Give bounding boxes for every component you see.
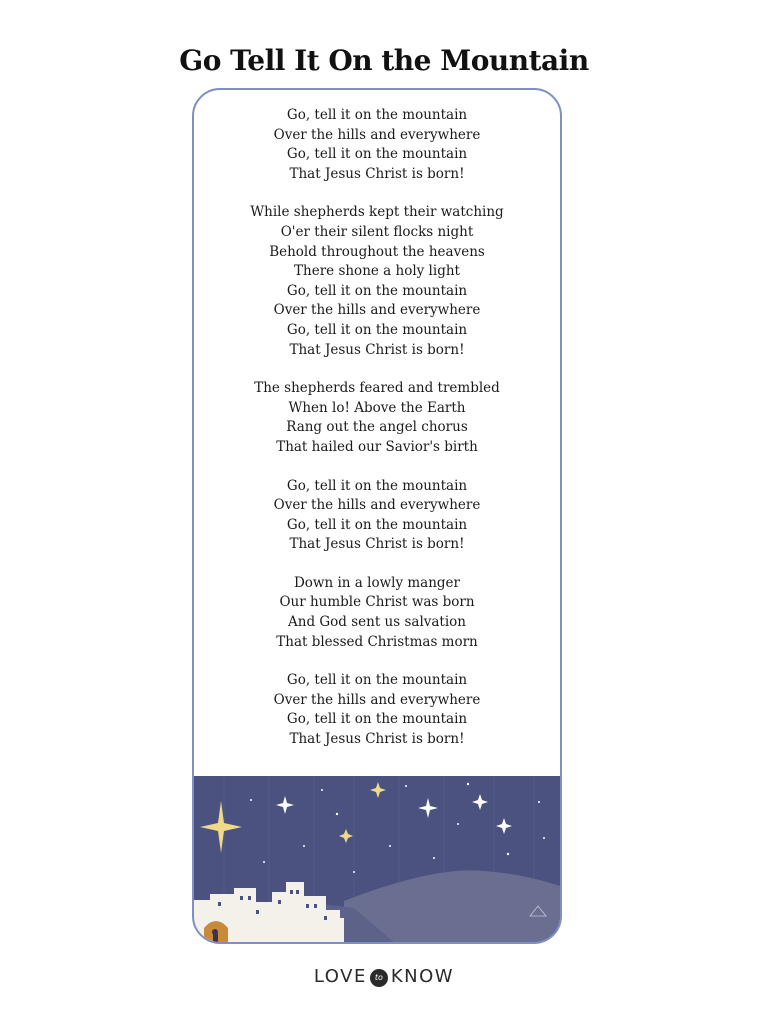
lyric-line: Over the hills and everywhere — [273, 302, 481, 319]
lyric-line: Over the hills and everywhere — [273, 691, 481, 708]
lyric-line: There shone a holy light — [294, 263, 460, 280]
stanza — [194, 379, 560, 457]
stanza — [194, 477, 560, 555]
lyric-line: Go, tell it on the mountain — [286, 672, 468, 689]
lyric-line: That Jesus Christ is born! — [289, 165, 465, 182]
stanza — [194, 574, 560, 652]
lyric-line: And God sent us salvation — [288, 614, 466, 631]
lyric-line: The shepherds feared and trembled — [254, 380, 500, 397]
night-scene-illustration — [194, 776, 560, 942]
brand-logo-right: KNOW — [390, 966, 455, 987]
lyric-line: Behold throughout the heavens — [269, 243, 485, 260]
lyric-line: Go, tell it on the mountain — [286, 321, 468, 338]
lyric-line: Go, tell it on the mountain — [286, 516, 468, 533]
lyric-line: That hailed our Savior's birth — [276, 438, 478, 455]
lyric-line: That Jesus Christ is born! — [289, 341, 465, 358]
lyric-line: Rang out the angel chorus — [286, 419, 468, 436]
brand-logo-mark: to — [370, 969, 388, 987]
lyric-line: O'er their silent flocks night — [280, 223, 474, 240]
lyric-line: Go, tell it on the mountain — [286, 282, 468, 299]
stanza — [194, 203, 560, 360]
lyric-line: While shepherds kept their watching — [250, 204, 504, 221]
lyric-line: Down in a lowly manger — [293, 574, 460, 591]
lyrics — [194, 106, 560, 769]
lyric-line: Go, tell it on the mountain — [286, 146, 468, 163]
lyric-line: Over the hills and everywhere — [273, 126, 481, 143]
page-title: Go Tell It On the Mountain — [179, 44, 589, 77]
lyric-line: Our humble Christ was born — [279, 594, 475, 611]
stanza — [194, 106, 560, 184]
night-scene-svg — [194, 776, 560, 942]
lyric-line: Over the hills and everywhere — [273, 497, 481, 514]
brand-logo[interactable] — [0, 966, 768, 987]
lyric-line: Go, tell it on the mountain — [286, 107, 468, 123]
lyric-line: Go, tell it on the mountain — [286, 711, 468, 728]
brand-logo-left: LOVE — [313, 966, 367, 987]
lyric-line: That Jesus Christ is born! — [289, 731, 465, 748]
lyric-line: That blessed Christmas morn — [276, 633, 478, 650]
lyric-line: That Jesus Christ is born! — [289, 536, 465, 553]
stanza — [194, 671, 560, 749]
lyric-line: Go, tell it on the mountain — [286, 477, 468, 494]
lyric-line: When lo! Above the Earth — [288, 399, 466, 416]
lyrics-card — [192, 88, 562, 944]
